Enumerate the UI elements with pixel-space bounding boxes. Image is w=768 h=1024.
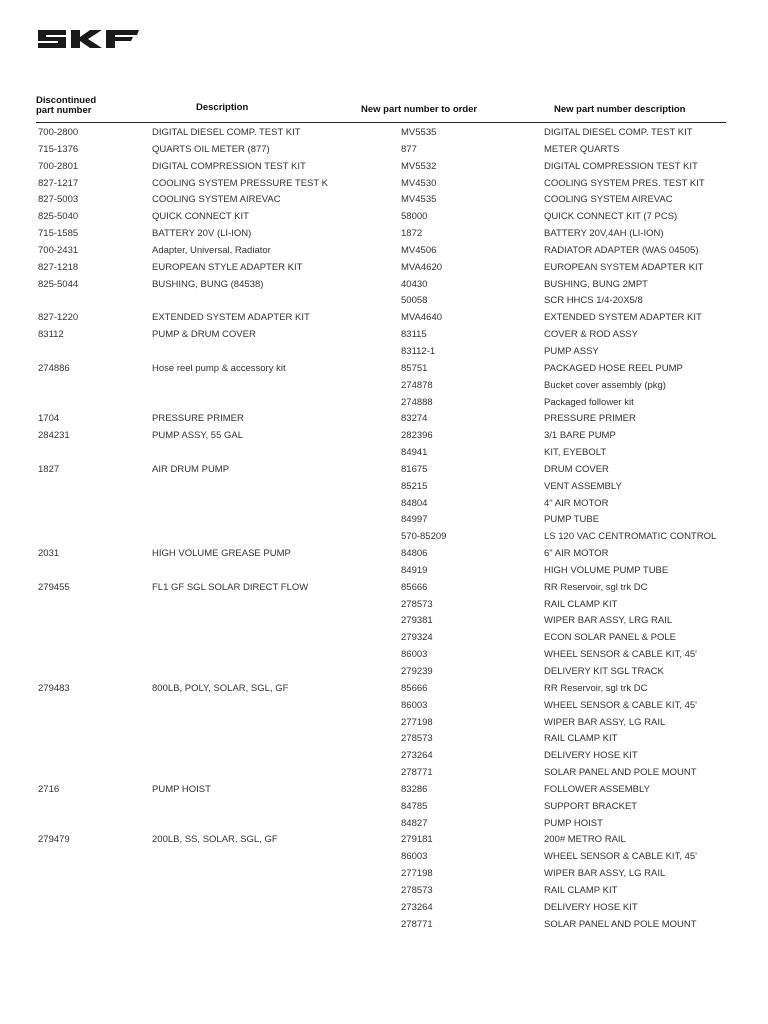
new-part-cell: 274888 [401,396,433,408]
discontinued-part-cell: 279483 [38,682,70,694]
new-part-cell: 83286 [401,783,428,795]
discontinued-part-cell: 827-5003 [38,194,79,206]
table-row [36,597,726,614]
header-new-part-description: New part number description [554,104,686,115]
new-part-cell: 85751 [401,362,428,374]
new-description-cell: RADIATOR ADAPTER (WAS 04505) [544,244,699,256]
table-row [36,378,726,395]
discontinued-part-cell: 825-5040 [38,211,79,223]
discontinued-part-cell: 825-5044 [38,278,79,290]
new-description-cell: DRUM COVER [544,463,609,475]
new-description-cell: DELIVERY HOSE KIT [544,750,638,762]
discontinued-part-cell: 83112 [38,329,64,341]
table-row [36,883,726,900]
table-row [36,731,726,748]
new-description-cell: 6" AIR MOTOR [544,548,609,560]
new-part-cell: 277198 [401,868,433,880]
table-row [36,512,726,529]
skf-logo [36,26,140,52]
table-row [36,647,726,664]
table-row [36,462,726,479]
new-description-cell: LS 120 VAC CENTROMATIC CONTROL [544,531,717,543]
new-part-cell: 85666 [401,682,428,694]
description-cell: PUMP HOIST [152,783,211,795]
new-part-cell: 81675 [401,463,428,475]
new-description-cell: SOLAR PANEL AND POLE MOUNT [544,767,697,779]
new-description-cell: PRESSURE PRIMER [544,413,636,425]
discontinued-part-cell: 700-2431 [38,244,79,256]
header-line: Discontinued [36,95,97,106]
new-description-cell: WIPER BAR ASSY, LG RAIL [544,716,666,728]
discontinued-part-cell: 284231 [38,430,70,442]
table-row [36,849,726,866]
description-cell: QUICK CONNECT KIT [152,211,249,223]
table-row [36,496,726,513]
new-description-cell: RAIL CLAMP KIT [544,598,618,610]
table-row [36,546,726,563]
discontinued-part-cell: 700-2800 [38,127,79,138]
new-part-cell: 84919 [401,564,428,576]
table-row [36,866,726,883]
table-row [36,613,726,630]
new-description-cell: EUROPEAN SYSTEM ADAPTER KIT [544,261,704,273]
new-description-cell: SOLAR PANEL AND POLE MOUNT [544,918,697,930]
new-part-cell: 84997 [401,514,428,526]
new-part-cell: 50058 [401,295,428,307]
table-row [36,260,726,277]
new-part-cell: 40430 [401,278,428,290]
table-row [36,748,726,765]
discontinued-part-cell: 2031 [38,548,60,560]
new-part-cell: 279181 [401,834,433,846]
table-row [36,243,726,260]
new-part-cell: 84827 [401,817,428,829]
header-description: Description [196,102,249,113]
discontinued-part-cell: 715-1376 [38,143,79,155]
discontinued-part-cell: 1704 [38,413,60,425]
discontinued-part-cell: 279479 [38,834,70,846]
new-description-cell: ECON SOLAR PANEL & POLE [544,632,676,644]
new-part-cell: 278573 [401,884,433,896]
new-description-cell: BUSHING, BUNG 2MPT [544,278,648,290]
new-description-cell: RR Reservoir, sgl trk DC [544,581,648,593]
new-part-cell: 278573 [401,598,433,610]
new-description-cell: PUMP ASSY [544,345,599,357]
table-row [36,226,726,243]
new-description-cell: 4" AIR MOTOR [544,497,609,509]
table-row [36,630,726,647]
new-description-cell: QUICK CONNECT KIT (7 PCS) [544,211,678,223]
discontinued-part-cell: 279455 [38,581,70,593]
description-cell: AIR DRUM PUMP [152,463,230,475]
new-part-cell: 279324 [401,632,433,644]
description-cell: QUARTS OIL METER (877) [152,143,270,155]
new-description-cell: Packaged follower kit [544,396,634,408]
new-part-cell: 279239 [401,666,433,677]
new-part-cell: MV4535 [401,194,437,206]
table-row [36,344,726,361]
new-part-cell: 83115 [401,329,427,341]
description-cell: 800LB, POLY, SOLAR, SGL, GF [152,682,289,694]
new-part-cell: MVA4620 [401,261,443,273]
description-cell: PUMP & DRUM COVER [152,329,256,341]
table-row [36,799,726,816]
new-part-cell: 277198 [401,716,433,728]
table-row [36,698,726,715]
table-row [36,681,726,698]
new-description-cell: WIPER BAR ASSY, LG RAIL [544,868,666,880]
discontinued-part-cell: 827-1217 [38,177,79,189]
discontinued-part-cell: 700-2801 [38,160,79,172]
new-part-cell: 273264 [401,750,433,762]
header-new-part-number: New part number to order [361,104,478,115]
new-description-cell: RAIL CLAMP KIT [544,733,618,745]
new-part-cell: 86003 [401,699,428,711]
new-part-cell: 85666 [401,581,428,593]
table-row [36,917,726,934]
table-row [36,816,726,833]
new-part-cell: 279381 [401,615,433,627]
description-cell: Adapter, Universal, Radiator [152,244,271,256]
new-part-cell: 278573 [401,733,433,745]
table-row [36,293,726,310]
new-description-cell: WIPER BAR ASSY, LRG RAIL [544,615,673,627]
description-cell: DIGITAL COMPRESSION TEST KIT [152,160,306,172]
new-description-cell: PUMP TUBE [544,514,600,526]
new-description-cell: DELIVERY KIT SGL TRACK [544,666,664,677]
description-cell: BATTERY 20V (LI-ION) [152,228,252,240]
table-row [36,445,726,462]
description-cell: EXTENDED SYSTEM ADAPTER KIT [152,312,310,324]
new-description-cell: 200# METRO RAIL [544,834,626,846]
discontinued-part-cell: 827-1218 [38,261,79,273]
table-row [36,411,726,428]
table-row [36,277,726,294]
new-description-cell: FOLLOWER ASSEMBLY [544,783,650,795]
table-row [36,125,726,142]
description-cell: BUSHING, BUNG (84538) [152,278,264,290]
description-cell: COOLING SYSTEM PRESSURE TEST K [152,177,328,189]
table-header [36,94,726,123]
new-description-cell: BATTERY 20V,4AH (LI-ION) [544,228,664,240]
new-description-cell: WHEEL SENSOR & CABLE KIT, 45' [544,851,697,863]
header-discontinued-part-number [36,96,146,116]
new-part-cell: 1872 [401,228,423,240]
table-row [36,310,726,327]
new-part-cell: 84785 [401,800,428,812]
new-part-cell: 273264 [401,901,433,913]
new-description-cell: COOLING SYSTEM AIREVAC [544,194,673,206]
table-row [36,832,726,849]
new-description-cell: RR Reservoir, sgl trk DC [544,682,648,694]
new-part-cell: 83112-1 [401,345,436,357]
new-description-cell: SUPPORT BRACKET [544,800,638,812]
header-line: part number [36,105,92,116]
new-description-cell: WHEEL SENSOR & CABLE KIT, 45' [544,699,697,711]
new-description-cell: PACKAGED HOSE REEL PUMP [544,362,683,374]
description-cell: PUMP ASSY, 55 GAL [152,430,244,442]
new-part-cell: MV4506 [401,244,437,256]
new-part-cell: 84941 [401,447,428,459]
table-row [36,361,726,378]
new-description-cell: VENT ASSEMBLY [544,480,622,492]
new-part-cell: 278771 [401,767,433,779]
new-description-cell: DELIVERY HOSE KIT [544,901,638,913]
table-row [36,159,726,176]
new-description-cell: PUMP HOIST [544,817,603,829]
new-description-cell: DIGITAL COMPRESSION TEST KIT [544,160,698,172]
new-part-cell: 570-85209 [401,531,447,543]
table-row [36,327,726,344]
new-part-cell: 274878 [401,379,433,391]
description-cell: 200LB, SS, SOLAR, SGL, GF [152,834,278,846]
new-part-cell: 282396 [401,430,433,442]
table-row [36,664,726,681]
new-part-cell: 86003 [401,649,428,661]
description-cell: COOLING SYSTEM AIREVAC [152,194,281,206]
new-description-cell: COOLING SYSTEM PRES. TEST KIT [544,177,705,189]
table-row [36,142,726,159]
table-row [36,209,726,226]
table-row [36,715,726,732]
new-part-cell: MV5535 [401,127,437,138]
new-description-cell: DIGITAL DIESEL COMP. TEST KIT [544,127,693,138]
new-part-cell: 84804 [401,497,428,509]
discontinued-part-cell: 274886 [38,362,70,374]
description-cell: HIGH VOLUME GREASE PUMP [152,548,291,560]
new-part-cell: 84806 [401,548,428,560]
new-part-cell: 278771 [401,918,433,930]
new-part-cell: 85215 [401,480,428,492]
discontinued-part-cell: 715-1585 [38,228,79,240]
skf-logo-mark [36,26,140,52]
table-row [36,765,726,782]
new-description-cell: EXTENDED SYSTEM ADAPTER KIT [544,312,702,324]
description-cell: FL1 GF SGL SOLAR DIRECT FLOW [152,581,309,593]
description-cell: DIGITAL DIESEL COMP. TEST KIT [152,127,301,138]
table-row [36,580,726,597]
new-description-cell: COVER & ROD ASSY [544,329,638,341]
new-description-cell: RAIL CLAMP KIT [544,884,618,896]
table-row [36,782,726,799]
new-description-cell: KIT, EYEBOLT [544,447,607,459]
description-cell: EUROPEAN STYLE ADAPTER KIT [152,261,303,273]
new-part-cell: MVA4640 [401,312,443,324]
table-row [36,563,726,580]
table-row [36,192,726,209]
new-part-cell: MV5532 [401,160,437,172]
new-description-cell: 3/1 BARE PUMP [544,430,616,442]
parts-table-body [36,125,726,934]
table-row [36,479,726,496]
table-row [36,395,726,412]
new-part-cell: MV4530 [401,177,437,189]
new-description-cell: METER QUARTS [544,143,620,155]
new-description-cell: WHEEL SENSOR & CABLE KIT, 45' [544,649,697,661]
new-part-cell: 877 [401,143,417,155]
table-row [36,529,726,546]
discontinued-part-cell: 2716 [38,783,60,795]
description-cell: Hose reel pump & accessory kit [152,362,286,374]
description-cell: PRESSURE PRIMER [152,413,244,425]
discontinued-part-cell: 1827 [38,463,60,475]
new-part-cell: 58000 [401,211,428,223]
table-row [36,176,726,193]
table-row [36,428,726,445]
new-description-cell: SCR HHCS 1/4-20X5/8 [544,295,643,307]
new-part-cell: 83274 [401,413,428,425]
discontinued-part-cell: 827-1220 [38,312,79,324]
table-row [36,900,726,917]
new-part-cell: 86003 [401,851,428,863]
new-description-cell: HIGH VOLUME PUMP TUBE [544,564,669,576]
new-description-cell: Bucket cover assembly (pkg) [544,379,666,391]
